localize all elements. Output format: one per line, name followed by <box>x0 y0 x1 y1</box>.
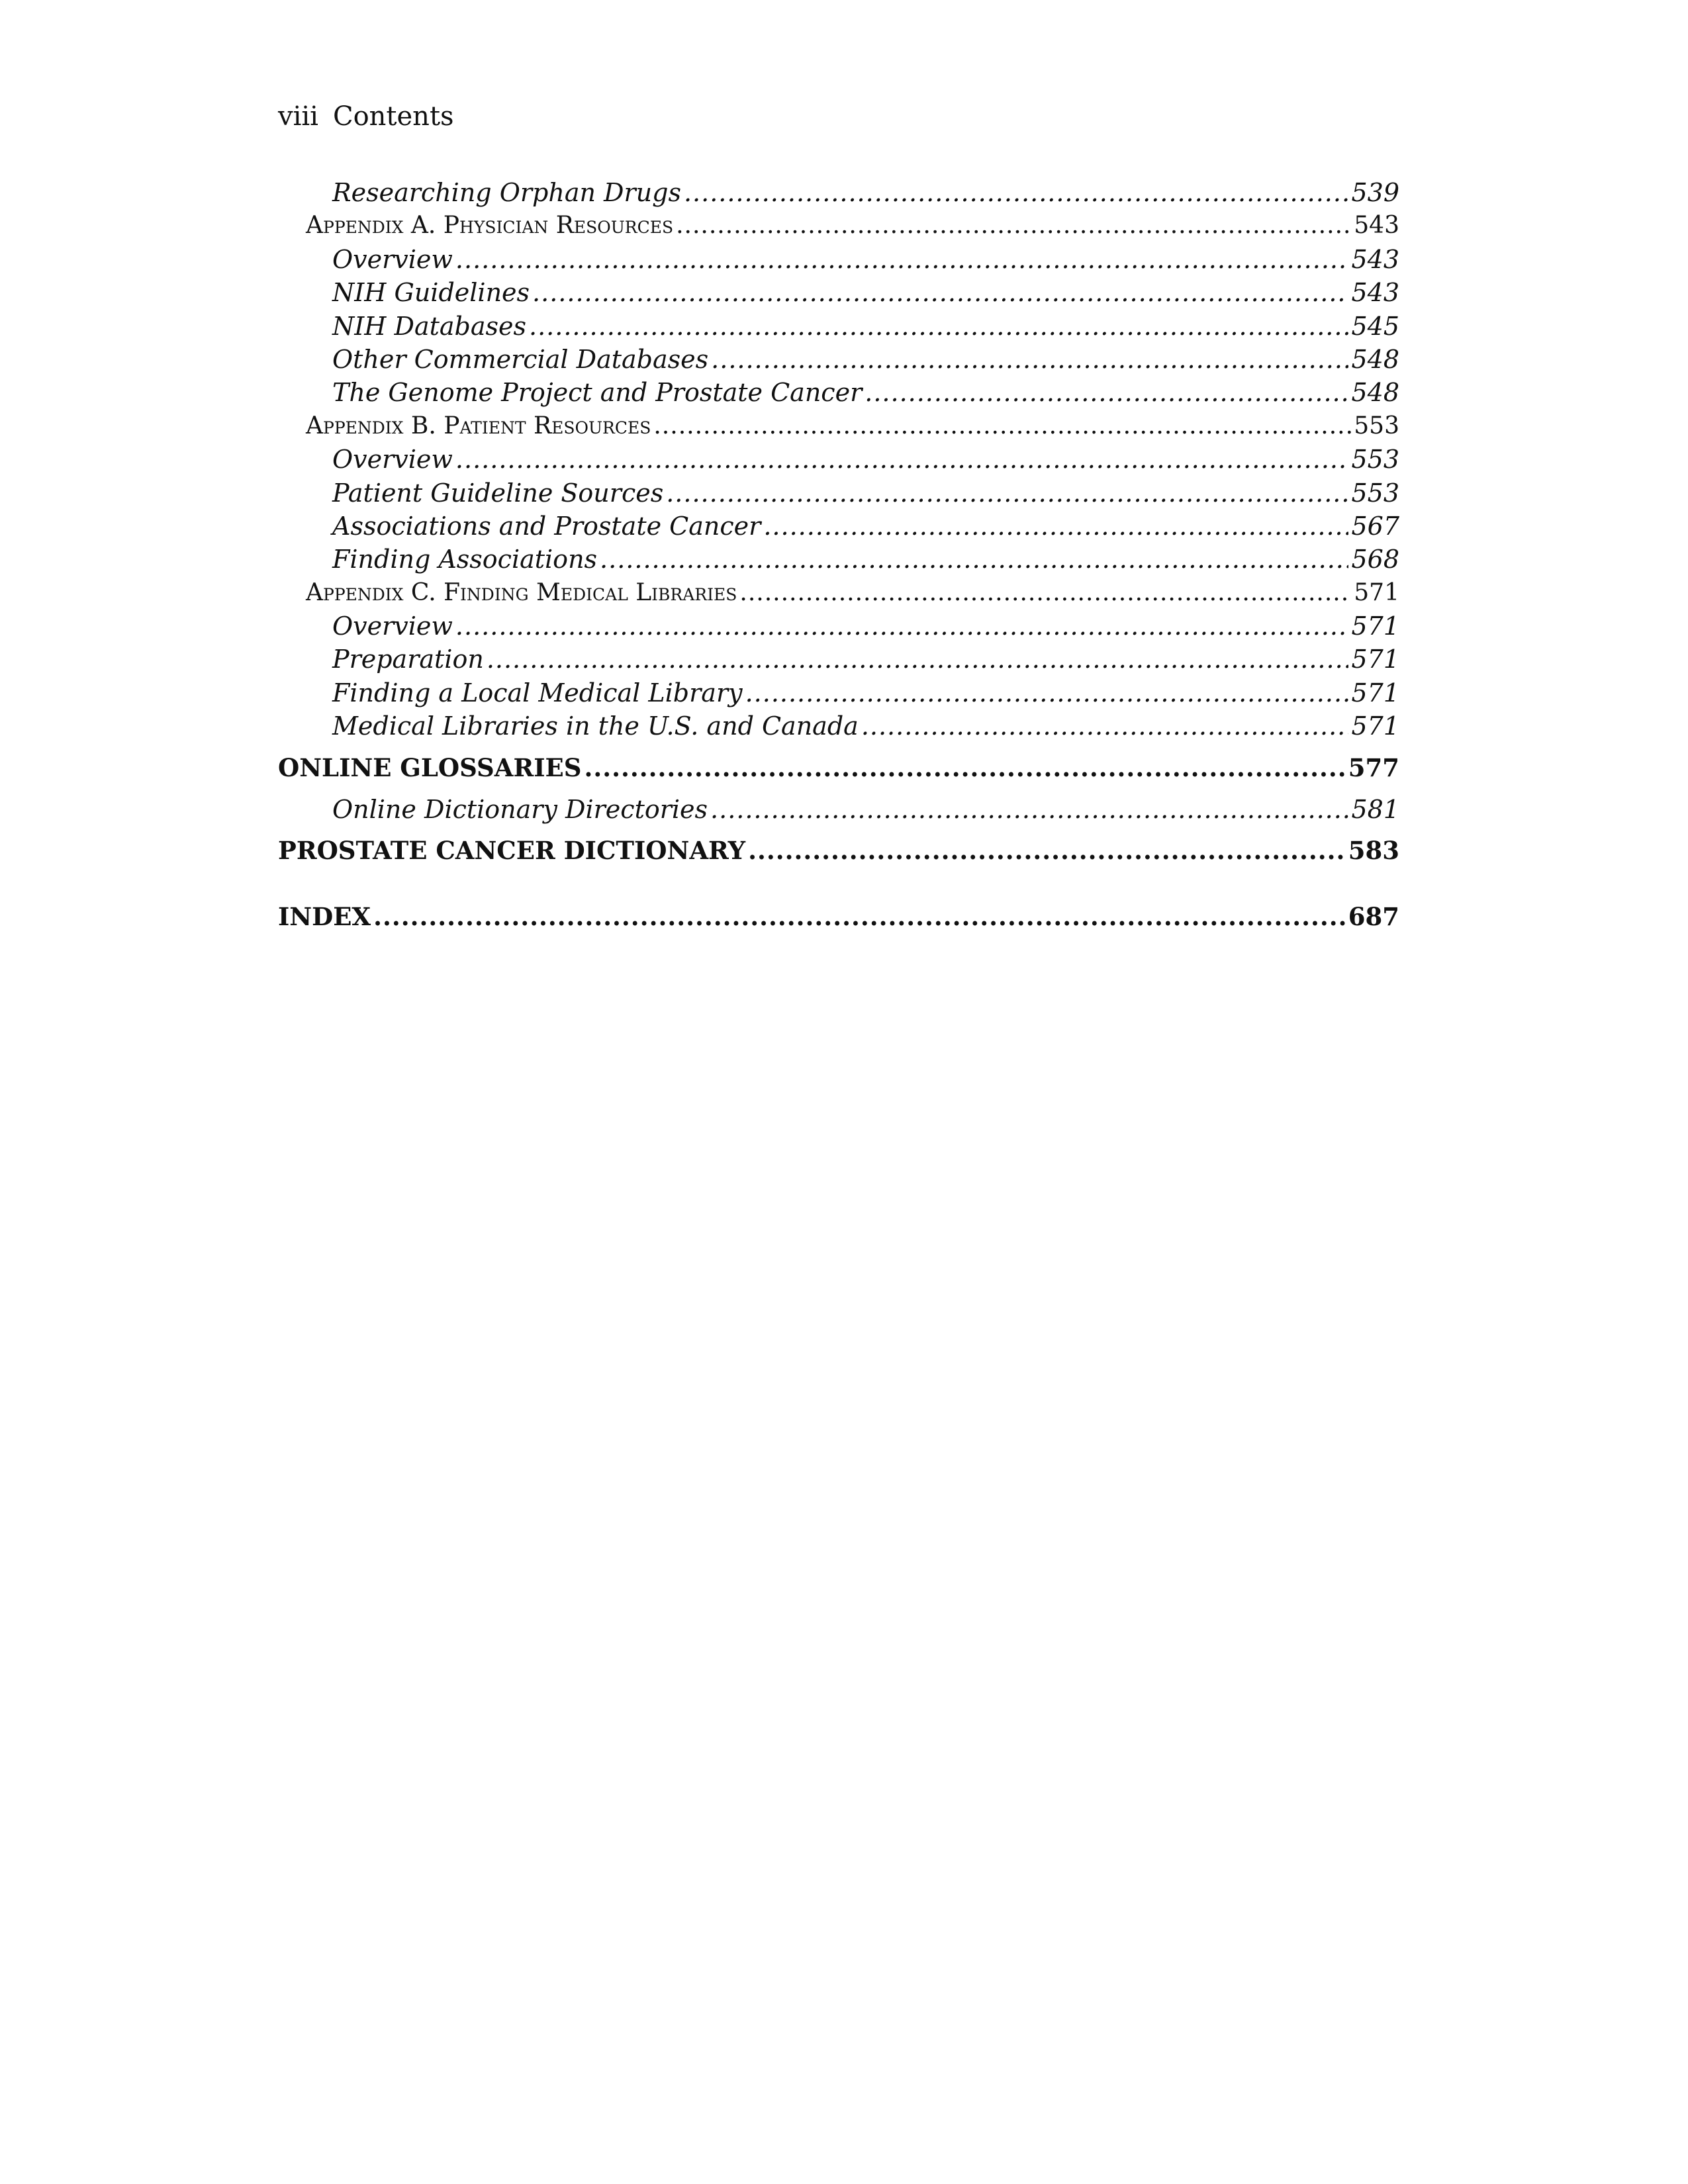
toc-entry[interactable] <box>278 743 1399 793</box>
toc-entry-label: Medical Libraries in the U.S. and Canada <box>332 711 859 741</box>
toc-entry-page: 567 <box>1351 511 1399 541</box>
toc-entry-label: Overview <box>332 244 453 274</box>
toc-entry-label: Finding a Local Medical Library <box>332 678 743 707</box>
dot-leader <box>600 543 1348 576</box>
toc-entry-page: 568 <box>1351 545 1399 574</box>
toc-entry-label: PROSTATE CANCER DICTIONARY <box>278 836 746 866</box>
toc-entry-label: Overview <box>332 445 453 475</box>
toc-entry-page: 545 <box>1351 311 1399 341</box>
dot-leader <box>373 892 1346 942</box>
dot-leader <box>865 376 1348 409</box>
toc-entry[interactable] <box>278 176 1399 209</box>
toc-entry-page: 548 <box>1351 344 1399 374</box>
toc-entry[interactable] <box>278 510 1399 543</box>
dot-leader <box>710 793 1348 826</box>
toc-entry-page: 543 <box>1351 244 1399 274</box>
toc-entry[interactable] <box>278 643 1399 676</box>
dot-leader <box>529 310 1348 343</box>
toc-entry-label: INDEX <box>278 902 371 932</box>
toc-entry[interactable] <box>278 793 1399 826</box>
toc-entry[interactable] <box>278 310 1399 343</box>
dot-leader <box>455 610 1349 643</box>
toc-entry[interactable] <box>278 443 1399 476</box>
toc-entry[interactable] <box>278 410 1399 443</box>
toc-entry-label: NIH Guidelines <box>332 278 530 308</box>
toc-entry[interactable] <box>278 826 1399 876</box>
toc-entry[interactable] <box>278 477 1399 510</box>
dot-leader <box>676 209 1351 242</box>
toc-entry-page: 548 <box>1351 378 1399 408</box>
toc-entry-label: NIH Databases <box>332 311 526 341</box>
toc-entry-page: 571 <box>1351 645 1399 674</box>
toc-entry-label: Associations and Prostate Cancer <box>332 511 761 541</box>
toc-entry-page: 571 <box>1354 578 1399 606</box>
toc-entry-label: Appendix C. Finding Medical Libraries <box>306 578 737 606</box>
toc-entry-page: 543 <box>1351 278 1399 308</box>
toc-entry-label: Preparation <box>332 645 484 674</box>
running-title: Contents <box>332 101 454 132</box>
toc-entry-label: Overview <box>332 612 453 641</box>
toc-entry[interactable] <box>278 610 1399 643</box>
toc-entry[interactable] <box>278 543 1399 576</box>
toc-entry-page: 553 <box>1351 445 1399 475</box>
dot-leader <box>584 743 1345 793</box>
toc-entry-page: 583 <box>1348 836 1399 866</box>
toc-entry-label: Online Dictionary Directories <box>332 794 708 824</box>
toc-entry-label: Other Commercial Databases <box>332 344 709 374</box>
toc-entry-page: 553 <box>1351 478 1399 508</box>
toc-entry-page: 577 <box>1348 752 1399 782</box>
toc-entry-label: Appendix B. Patient Resources <box>306 412 651 439</box>
toc-entry-label: Finding Associations <box>332 545 598 574</box>
toc-entry-label: ONLINE GLOSSARIES <box>278 752 582 782</box>
toc-entry[interactable] <box>278 343 1399 376</box>
dot-leader <box>455 243 1349 276</box>
dot-leader <box>487 643 1349 676</box>
dot-leader <box>739 576 1351 610</box>
toc-entry[interactable] <box>278 892 1399 942</box>
toc-entry[interactable] <box>278 709 1399 743</box>
toc-entry-label: The Genome Project and Prostate Cancer <box>332 378 863 408</box>
toc-entry-page: 571 <box>1351 612 1399 641</box>
toc-entry[interactable] <box>278 276 1399 309</box>
toc-entry-page: 553 <box>1354 412 1399 439</box>
toc-entry-page: 687 <box>1348 902 1399 932</box>
dot-leader <box>745 676 1349 709</box>
toc-entry-page: 571 <box>1351 678 1399 707</box>
toc-entry[interactable] <box>278 243 1399 276</box>
toc-entry-label: Patient Guideline Sources <box>332 478 664 508</box>
page-folio: viii <box>278 101 318 132</box>
toc-entry-page: 571 <box>1351 711 1399 741</box>
toc-entry-page: 539 <box>1351 178 1399 207</box>
running-head <box>278 98 454 135</box>
toc-entry-page: 543 <box>1354 212 1399 240</box>
toc-entry[interactable] <box>278 209 1399 242</box>
toc-entry-page: 581 <box>1351 794 1399 824</box>
table-of-contents <box>278 176 1399 942</box>
dot-leader <box>711 343 1348 376</box>
dot-leader <box>763 510 1348 543</box>
dot-leader <box>653 410 1351 443</box>
dot-leader <box>684 176 1349 209</box>
toc-entry[interactable] <box>278 676 1399 709</box>
toc-entry-label: Researching Orphan Drugs <box>332 178 681 207</box>
toc-entry-label: Appendix A. Physician Resources <box>306 212 674 240</box>
dot-leader <box>532 276 1348 309</box>
toc-entry[interactable] <box>278 576 1399 610</box>
toc-entry[interactable] <box>278 376 1399 409</box>
dot-leader <box>666 477 1348 510</box>
dot-leader <box>861 709 1349 743</box>
dot-leader <box>455 443 1349 476</box>
dot-leader <box>748 826 1346 876</box>
